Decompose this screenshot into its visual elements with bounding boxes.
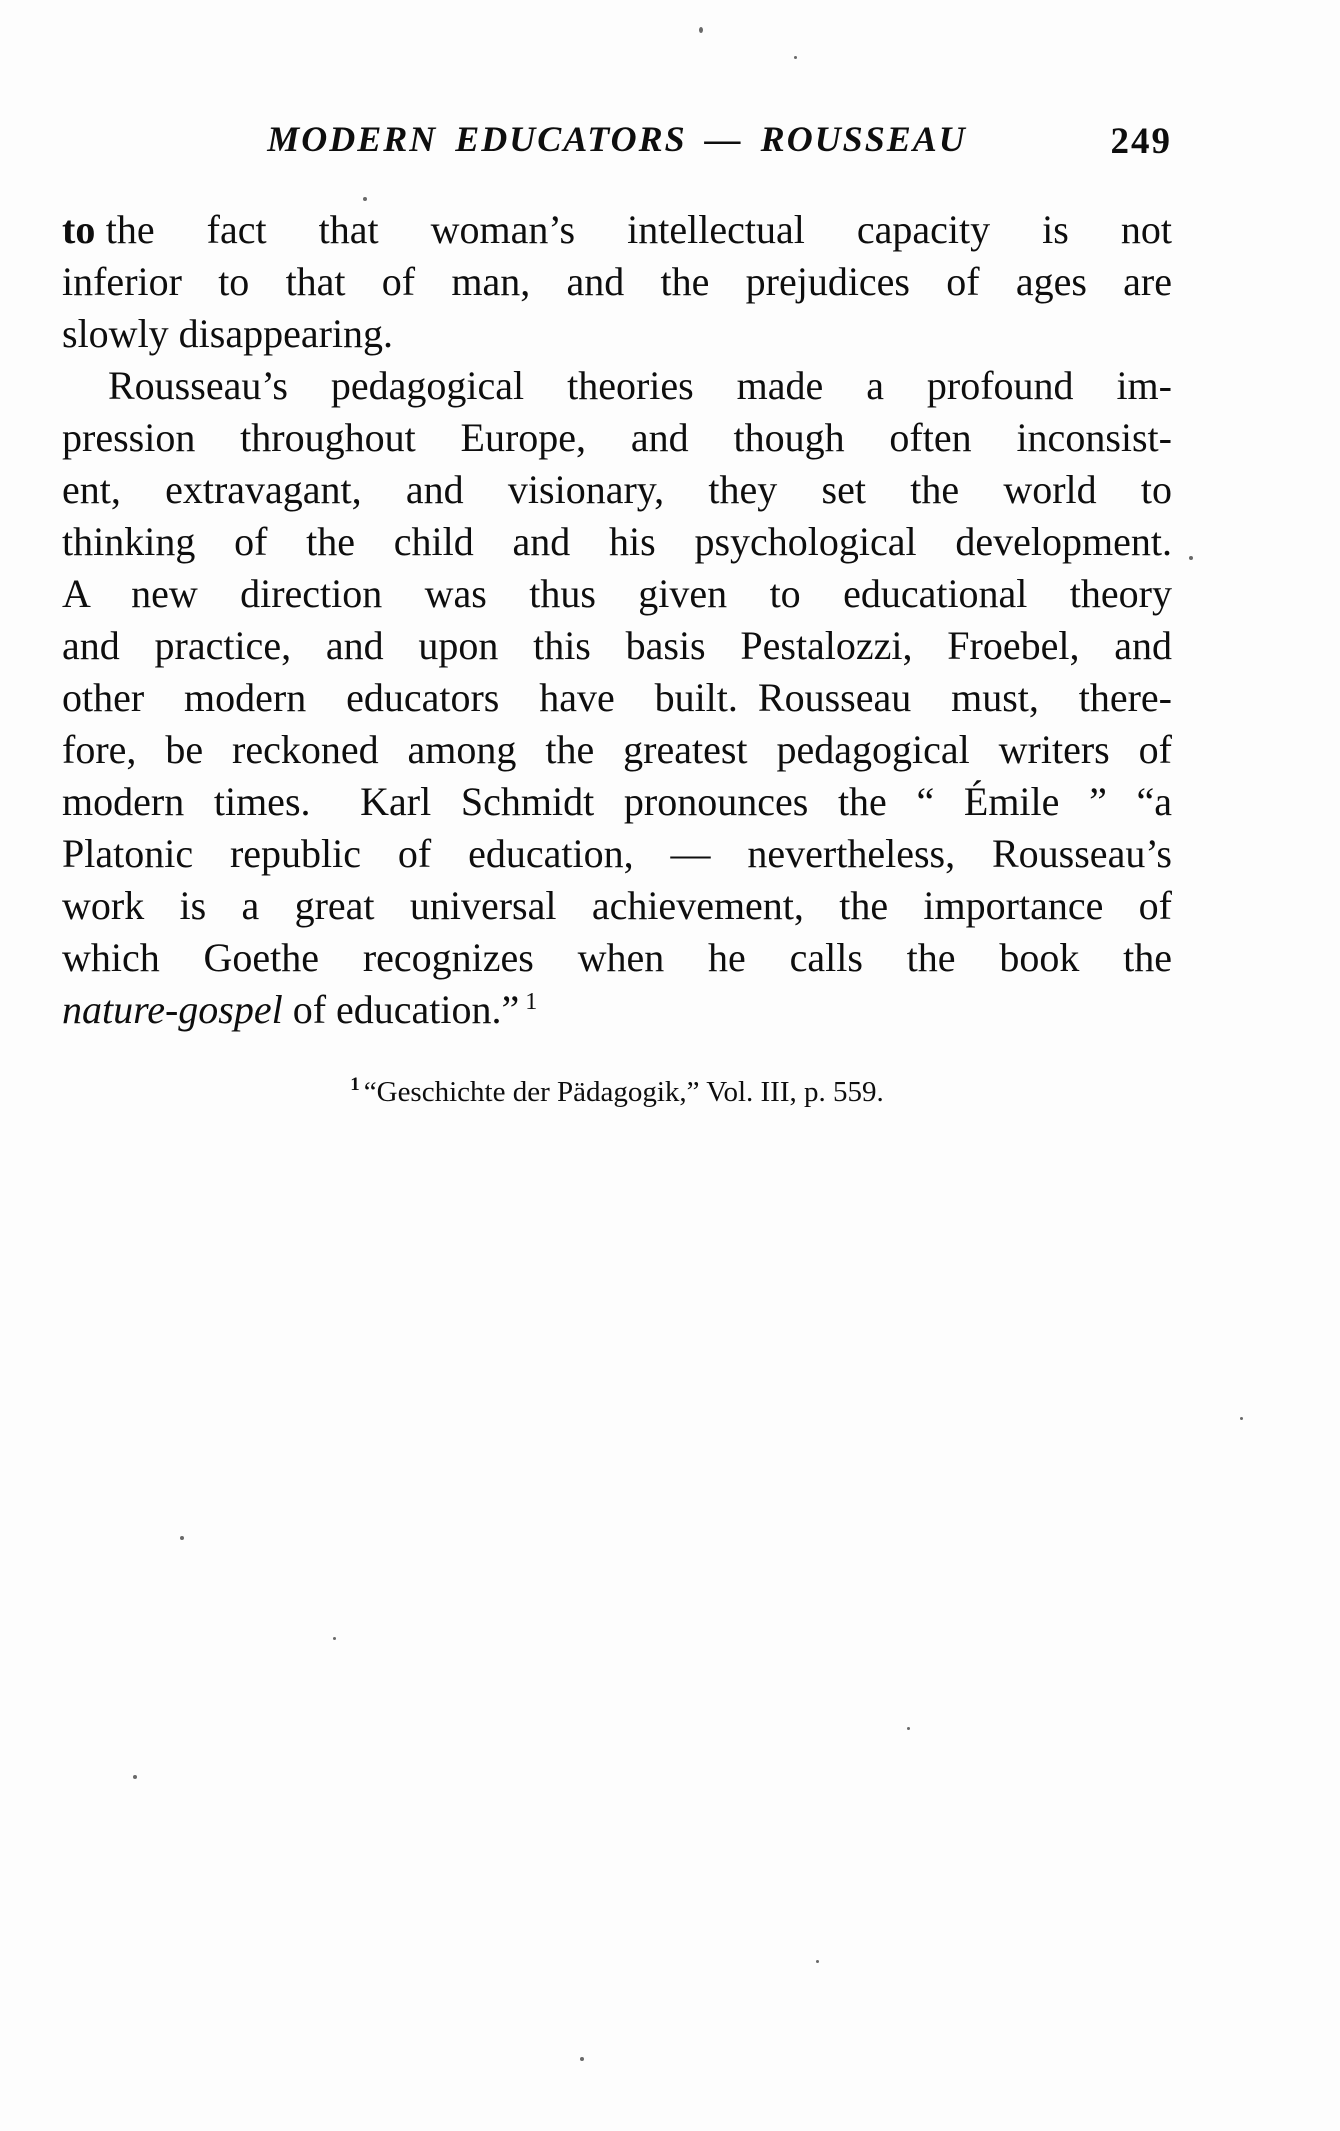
text-line: slowly disappearing.	[62, 311, 394, 356]
text-line: modern times. Karl Schmidt pronounces the “ Émile ” “a	[62, 779, 1172, 824]
scan-speck	[1189, 556, 1193, 560]
scan-speck	[333, 1637, 336, 1640]
text-line: which Goethe recognizes when he calls the book the	[62, 935, 1172, 980]
header-title: MODERN EDUCATORS — ROUSSEAU	[267, 119, 967, 159]
running-header	[62, 118, 1172, 166]
text-line	[62, 984, 1172, 1036]
text-line: ent, extravagant, and visionary, they set the world to	[62, 467, 1172, 512]
page-number: 249	[1110, 121, 1172, 162]
text-line: work is a great universal achievement, the importance of	[62, 883, 1172, 928]
text-line-content: the fact that woman’s intellectual capacity is not	[105, 207, 1172, 252]
text-line: and practice, and upon this basis Pestalozzi, Froebel, and	[62, 623, 1172, 668]
footnote-marker: 1	[350, 1074, 360, 1095]
footnote-reference: 1	[525, 989, 538, 1015]
scan-speck	[363, 197, 367, 201]
scan-speck	[699, 27, 703, 33]
body-text	[62, 204, 1172, 1036]
scan-speck	[1240, 1417, 1243, 1420]
text-line: Rousseau’s pedagogical theories made a profound im-	[108, 363, 1172, 408]
italic-term: nature-gospel	[62, 987, 283, 1032]
text-line: fore, be reckoned among the greatest pedagogical writers of	[62, 727, 1172, 772]
scan-speck	[180, 1536, 184, 1540]
text-line: A new direction was thus given to educational theory	[62, 571, 1172, 616]
footnote	[62, 1074, 1172, 1110]
text-line: other modern educators have built. Rousseau must, there-	[62, 675, 1172, 720]
text-line: pression throughout Europe, and though often inconsist-	[62, 415, 1172, 460]
scan-speck	[133, 1775, 137, 1779]
footnote-text: “Geschichte der Pädagogik,” Vol. III, p. 559.	[363, 1076, 884, 1108]
scan-speck	[794, 56, 797, 59]
text-line: Platonic republic of education, — nevertheless, Rousseau’s	[62, 831, 1172, 876]
text-line: thinking of the child and his psychological development.	[62, 519, 1172, 564]
scan-speck	[816, 1960, 819, 1963]
scan-speck	[907, 1727, 910, 1730]
text-line-content: of education.”	[292, 987, 520, 1032]
text-line: inferior to that of man, and the prejudices of ages are	[62, 259, 1172, 304]
scan-speck	[580, 2057, 584, 2061]
text-line	[62, 204, 1172, 256]
lead-word: to	[62, 207, 96, 252]
